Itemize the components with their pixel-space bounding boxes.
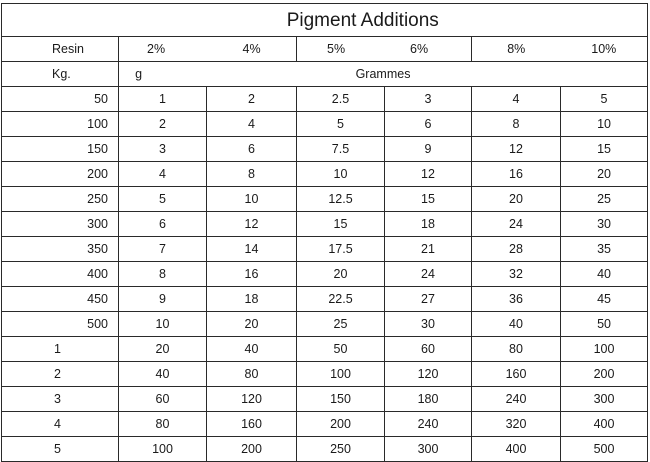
units-label: Kg. g	[2, 62, 119, 87]
pct-header: 2%	[147, 41, 166, 56]
pigment-amount-cell: 120	[207, 387, 297, 412]
pigment-amount-cell: 15	[561, 137, 648, 162]
pigment-amount-cell: 9	[385, 137, 472, 162]
pigment-amount-cell: 4	[119, 162, 207, 187]
pigment-amount-cell: 6	[385, 112, 472, 137]
pct-header-5-6	[297, 37, 472, 62]
resin-amount-cell: 450	[2, 287, 119, 312]
table-row	[2, 212, 648, 237]
pigment-amount-cell: 60	[119, 387, 207, 412]
pigment-amount-cell: 120	[385, 362, 472, 387]
pigment-amount-cell: 400	[472, 437, 561, 462]
pigment-amount-cell: 300	[561, 387, 648, 412]
pigment-amount-cell: 15	[385, 187, 472, 212]
pigment-amount-cell: 30	[385, 312, 472, 337]
resin-amount-cell: 4	[2, 412, 119, 437]
pigment-amount-cell: 500	[561, 437, 648, 462]
table-row	[2, 137, 648, 162]
pct-header: 8%	[472, 37, 561, 62]
resin-amount-cell: 150	[2, 137, 119, 162]
pigment-amount-cell: 6	[207, 137, 297, 162]
pigment-amount-cell: 2.5	[297, 87, 385, 112]
pigment-amount-cell: 24	[385, 262, 472, 287]
resin-amount-cell: 300	[2, 212, 119, 237]
pigment-amount-cell: 5	[119, 187, 207, 212]
pigment-amount-cell: 12	[207, 212, 297, 237]
pigment-amount-cell: 10	[561, 112, 648, 137]
pigment-amount-cell: 10	[207, 187, 297, 212]
pct-header: 6%	[410, 41, 429, 56]
pigment-amount-cell: 180	[385, 387, 472, 412]
pigment-amount-cell: 40	[472, 312, 561, 337]
pigment-amount-cell: 10	[119, 312, 207, 337]
table-row	[2, 337, 648, 362]
resin-amount-cell: 1	[2, 337, 119, 362]
resin-label: Resin	[2, 37, 119, 62]
pigment-amount-cell: 40	[561, 262, 648, 287]
table-row	[2, 437, 648, 462]
pigment-amount-cell: 8	[119, 262, 207, 287]
pigment-amount-cell: 25	[297, 312, 385, 337]
pigment-amount-cell: 4	[472, 87, 561, 112]
pigment-amount-cell: 240	[385, 412, 472, 437]
pigment-amount-cell: 15	[297, 212, 385, 237]
pigment-amount-cell: 50	[561, 312, 648, 337]
pigment-amount-cell: 200	[297, 412, 385, 437]
pigment-amount-cell: 12.5	[297, 187, 385, 212]
pigment-amount-cell: 27	[385, 287, 472, 312]
pigment-amount-cell: 21	[385, 237, 472, 262]
pigment-amount-cell: 20	[297, 262, 385, 287]
pigment-amount-cell: 20	[472, 187, 561, 212]
title-row	[2, 4, 648, 37]
table-row	[2, 412, 648, 437]
table-row	[2, 287, 648, 312]
title-blank-cell	[2, 4, 119, 37]
pigment-amount-cell: 80	[119, 412, 207, 437]
table-row	[2, 387, 648, 412]
pigment-amount-cell: 24	[472, 212, 561, 237]
pigment-amount-cell: 14	[207, 237, 297, 262]
pigment-amount-cell: 100	[119, 437, 207, 462]
pigment-amount-cell: 6	[119, 212, 207, 237]
pigment-amount-cell: 18	[385, 212, 472, 237]
resin-amount-cell: 400	[2, 262, 119, 287]
pigment-amount-cell: 20	[207, 312, 297, 337]
pigment-amount-cell: 16	[207, 262, 297, 287]
pigment-amount-cell: 40	[207, 337, 297, 362]
table-row	[2, 162, 648, 187]
pigment-amount-cell: 100	[561, 337, 648, 362]
pigment-amount-cell: 20	[119, 337, 207, 362]
pigment-amount-cell: 7	[119, 237, 207, 262]
pigment-amount-cell: 35	[561, 237, 648, 262]
pigment-amount-cell: 9	[119, 287, 207, 312]
pigment-amount-cell: 150	[297, 387, 385, 412]
pigment-amount-cell: 240	[472, 387, 561, 412]
pigment-amount-cell: 10	[297, 162, 385, 187]
resin-amount-cell: 3	[2, 387, 119, 412]
pigment-amount-cell: 8	[207, 162, 297, 187]
pigment-amount-cell: 12	[472, 137, 561, 162]
pigment-amount-cell: 60	[385, 337, 472, 362]
pigment-amount-cell: 17.5	[297, 237, 385, 262]
pigment-amount-cell: 3	[119, 137, 207, 162]
pigment-amount-cell: 16	[472, 162, 561, 187]
units-header-row	[2, 62, 648, 87]
pigment-amount-cell: 100	[297, 362, 385, 387]
pigment-amount-cell: 300	[385, 437, 472, 462]
table-row	[2, 262, 648, 287]
pigment-amount-cell: 1	[119, 87, 207, 112]
pigment-amount-cell: 22.5	[297, 287, 385, 312]
pigment-amount-cell: 250	[297, 437, 385, 462]
pigment-amount-cell: 4	[207, 112, 297, 137]
percent-header-row	[2, 37, 648, 62]
resin-amount-cell: 100	[2, 112, 119, 137]
pigment-amount-cell: 5	[297, 112, 385, 137]
pct-header: 4%	[242, 41, 261, 56]
table-row	[2, 87, 648, 112]
pigment-amount-cell: 28	[472, 237, 561, 262]
pigment-amount-cell: 45	[561, 287, 648, 312]
pct-header: 10%	[561, 37, 648, 62]
pigment-amount-cell: 20	[561, 162, 648, 187]
grammes-label: Grammes	[119, 62, 648, 87]
pigment-amount-cell: 12	[385, 162, 472, 187]
table-row	[2, 362, 648, 387]
pigment-amount-cell: 18	[207, 287, 297, 312]
table-row	[2, 112, 648, 137]
resin-amount-cell: 350	[2, 237, 119, 262]
pigment-amount-cell: 80	[207, 362, 297, 387]
pct-header: 5%	[327, 41, 346, 56]
resin-amount-cell: 2	[2, 362, 119, 387]
pigment-amount-cell: 50	[297, 337, 385, 362]
pigment-amount-cell: 5	[561, 87, 648, 112]
pigment-amount-cell: 160	[207, 412, 297, 437]
table-row	[2, 312, 648, 337]
pigment-amount-cell: 25	[561, 187, 648, 212]
pigment-amount-cell: 320	[472, 412, 561, 437]
resin-amount-cell: 50	[2, 87, 119, 112]
pigment-amount-cell: 200	[561, 362, 648, 387]
table-row	[2, 187, 648, 212]
pct-header-2-4	[119, 37, 297, 62]
pigment-amount-cell: 7.5	[297, 137, 385, 162]
resin-amount-cell: 5	[2, 437, 119, 462]
pigment-amount-cell: 400	[561, 412, 648, 437]
pigment-additions-table	[1, 3, 648, 462]
pigment-amount-cell: 30	[561, 212, 648, 237]
pigment-amount-cell: 40	[119, 362, 207, 387]
table-row	[2, 237, 648, 262]
pigment-amount-cell: 8	[472, 112, 561, 137]
pigment-amount-cell: 2	[119, 112, 207, 137]
page-title: Pigment Additions	[119, 4, 648, 37]
resin-amount-cell: 500	[2, 312, 119, 337]
pigment-amount-cell: 80	[472, 337, 561, 362]
pigment-amount-cell: 3	[385, 87, 472, 112]
pigment-amount-cell: 36	[472, 287, 561, 312]
pigment-amount-cell: 160	[472, 362, 561, 387]
resin-amount-cell: 200	[2, 162, 119, 187]
pigment-amount-cell: 200	[207, 437, 297, 462]
pigment-amount-cell: 2	[207, 87, 297, 112]
pigment-amount-cell: 32	[472, 262, 561, 287]
resin-amount-cell: 250	[2, 187, 119, 212]
